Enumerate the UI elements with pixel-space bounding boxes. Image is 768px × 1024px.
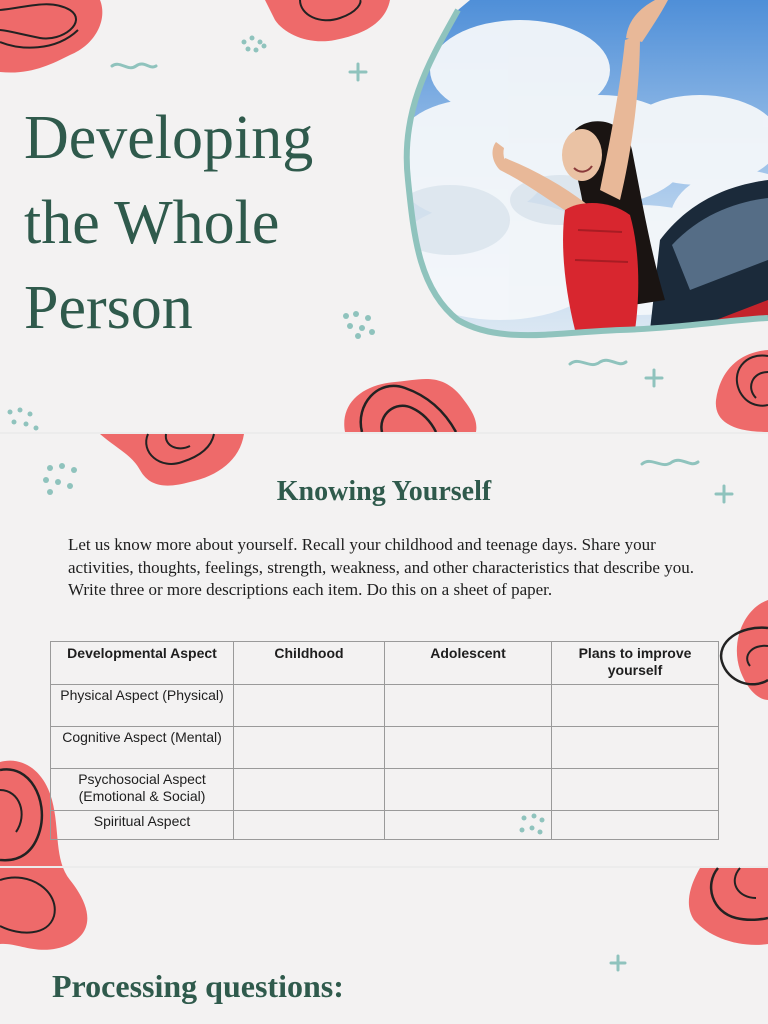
- table-cell: [234, 769, 385, 811]
- aspect-cell: Spiritual Aspect: [51, 811, 234, 840]
- table-cell: [385, 811, 552, 840]
- title-line: Person: [24, 274, 193, 342]
- table-cell: [552, 769, 719, 811]
- section-title: Knowing Yourself: [276, 476, 492, 507]
- table-cell: [234, 811, 385, 840]
- processing-questions-title: Processing questions:: [52, 968, 344, 1004]
- table-row: [51, 769, 719, 811]
- table-row: [51, 811, 719, 840]
- blob-decoration: [689, 868, 768, 945]
- table-header-cell: Childhood: [234, 642, 385, 685]
- table-cell: [385, 685, 552, 727]
- title-line: Developing: [24, 104, 314, 172]
- table-header-cell: Developmental Aspect: [51, 642, 234, 685]
- aspect-cell: Cognitive Aspect (Mental): [51, 727, 234, 769]
- table-row: [51, 685, 719, 727]
- table-cell: [385, 769, 552, 811]
- table-cell: [234, 685, 385, 727]
- table-cell: [385, 727, 552, 769]
- blob-decoration: [721, 600, 768, 700]
- table-cell: [552, 727, 719, 769]
- dots-decoration: [8, 408, 39, 431]
- title-line: the Whole: [24, 189, 280, 257]
- blob-decoration: [344, 379, 476, 432]
- table-header-cell: Plans to improve yourself: [552, 642, 719, 685]
- aspect-cell: Psychosocial Aspect (Emotional & Social): [51, 769, 234, 811]
- page-title: [24, 96, 384, 351]
- developmental-aspects-table: [50, 641, 719, 840]
- intro-paragraph: Let us know more about yourself. Recall your childhood and teenage days. Share your activities, thoughts, feelings, strength, weakness, and other characteristics that describe you. Write three or more descriptions each item. Do this on a sheet of paper.: [68, 535, 694, 599]
- table-header-cell: Adolescent: [385, 642, 552, 685]
- table-cell: [552, 811, 719, 840]
- table-cell: [552, 685, 719, 727]
- table-row: [51, 727, 719, 769]
- table-cell: [234, 727, 385, 769]
- squiggle-decoration: [642, 460, 698, 464]
- aspect-cell: Physical Aspect (Physical): [51, 685, 234, 727]
- squiggle-decoration: [570, 360, 626, 364]
- plus-decoration: [611, 956, 625, 970]
- blob-decoration: [716, 350, 768, 432]
- table-header-row: [51, 642, 719, 685]
- plus-decoration: [646, 370, 662, 386]
